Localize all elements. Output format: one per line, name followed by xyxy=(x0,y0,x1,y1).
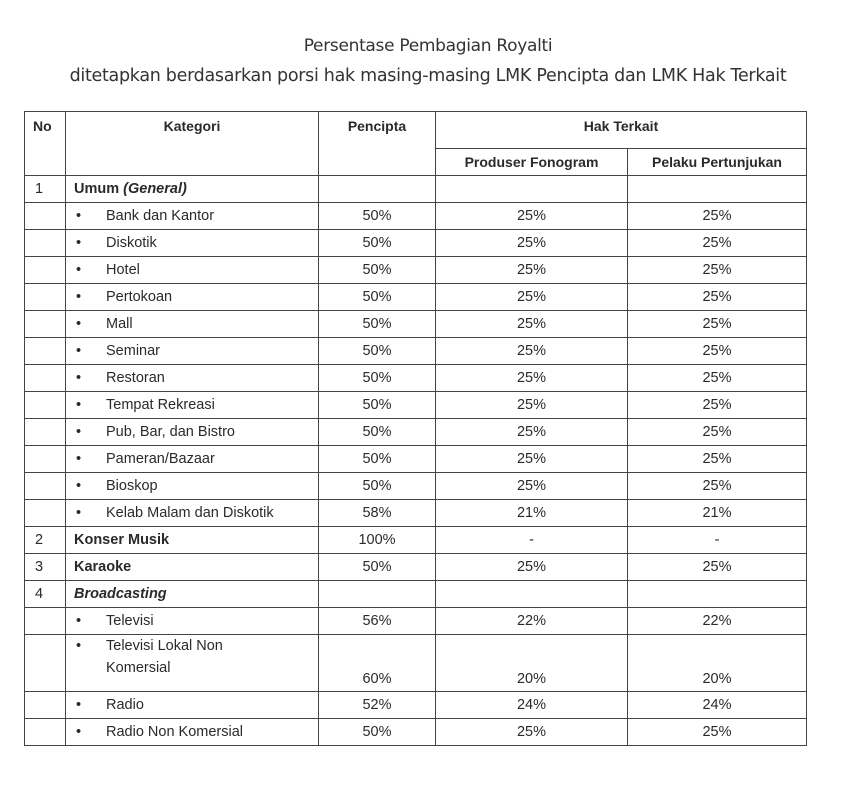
pencipta-value xyxy=(319,176,436,203)
produser-value: 21% xyxy=(436,500,628,527)
bullet-icon: • xyxy=(76,505,82,521)
subcategory-label xyxy=(66,203,319,230)
bullet-icon: • xyxy=(76,289,82,305)
subcategory-label xyxy=(66,392,319,419)
pelaku-value: - xyxy=(628,527,807,554)
pelaku-value: 25% xyxy=(628,257,807,284)
subcategory-row xyxy=(25,473,807,500)
produser-value: 20% xyxy=(436,635,628,692)
category-row xyxy=(25,581,807,608)
produser-value: 25% xyxy=(436,719,628,746)
header-kategori: Kategori xyxy=(66,112,319,176)
pelaku-value: 22% xyxy=(628,608,807,635)
subcategory-label xyxy=(66,284,319,311)
subcategory-name: Kelab Malam dan Diskotik xyxy=(106,505,274,521)
pencipta-value: 100% xyxy=(319,527,436,554)
pelaku-value: 25% xyxy=(628,284,807,311)
pencipta-value: 50% xyxy=(319,284,436,311)
bullet-icon: • xyxy=(76,397,82,413)
pelaku-value: 25% xyxy=(628,446,807,473)
pencipta-value: 50% xyxy=(319,419,436,446)
produser-value: 25% xyxy=(436,446,628,473)
header-pelaku-pertunjukan: Pelaku Pertunjukan xyxy=(628,149,807,176)
produser-value: 25% xyxy=(436,419,628,446)
pencipta-value: 50% xyxy=(319,365,436,392)
pelaku-value: 25% xyxy=(628,419,807,446)
category-name: Konser Musik xyxy=(74,532,170,548)
row-number-empty xyxy=(25,473,66,500)
subcategory-name: Pertokoan xyxy=(106,289,173,305)
row-number-empty xyxy=(25,608,66,635)
pelaku-value: 20% xyxy=(628,635,807,692)
pelaku-value: 25% xyxy=(628,365,807,392)
bullet-icon: • xyxy=(76,316,82,332)
row-number-empty xyxy=(25,203,66,230)
pencipta-value: 50% xyxy=(319,554,436,581)
produser-value: 25% xyxy=(436,257,628,284)
royalty-table xyxy=(24,111,807,746)
subcategory-label xyxy=(66,692,319,719)
pencipta-value: 50% xyxy=(319,338,436,365)
table-body xyxy=(25,176,807,746)
produser-value xyxy=(436,176,628,203)
bullet-icon: • xyxy=(76,424,82,440)
row-number-empty xyxy=(25,338,66,365)
subcategory-label xyxy=(66,257,319,284)
pencipta-value: 50% xyxy=(319,719,436,746)
pencipta-value: 50% xyxy=(319,446,436,473)
category-name-italic: (General) xyxy=(123,181,187,197)
category-name: Broadcasting xyxy=(74,586,167,602)
subcategory-name: Bank dan Kantor xyxy=(106,208,215,224)
produser-value: 25% xyxy=(436,203,628,230)
bullet-icon: • xyxy=(76,697,82,713)
header-no: No xyxy=(25,112,66,176)
subcategory-label xyxy=(66,365,319,392)
category-row xyxy=(25,527,807,554)
produser-value: 25% xyxy=(436,365,628,392)
produser-value: 25% xyxy=(436,284,628,311)
pencipta-value: 50% xyxy=(319,230,436,257)
produser-value: 25% xyxy=(436,230,628,257)
category-name: Umum xyxy=(74,181,120,197)
subcategory-label xyxy=(66,419,319,446)
subcategory-row xyxy=(25,719,807,746)
subcategory-row xyxy=(25,446,807,473)
subcategory-name: Seminar xyxy=(106,343,160,359)
subcategory-label xyxy=(66,473,319,500)
subcategory-row xyxy=(25,257,807,284)
subcategory-label xyxy=(66,446,319,473)
produser-value: 24% xyxy=(436,692,628,719)
subcategory-name: Hotel xyxy=(106,262,140,278)
subcategory-name: Restoran xyxy=(106,370,165,386)
category-name: Karaoke xyxy=(74,559,132,575)
header-pencipta: Pencipta xyxy=(319,112,436,176)
pencipta-value: 50% xyxy=(319,257,436,284)
category-label xyxy=(66,581,319,608)
row-number-empty xyxy=(25,257,66,284)
subcategory-row xyxy=(25,311,807,338)
bullet-icon: • xyxy=(76,208,82,224)
subcategory-name: Pameran/Bazaar xyxy=(106,451,215,467)
category-row xyxy=(25,176,807,203)
pencipta-value: 56% xyxy=(319,608,436,635)
subcategory-row xyxy=(25,500,807,527)
subcategory-row xyxy=(25,230,807,257)
subcategory-row xyxy=(25,203,807,230)
subcategory-name-line2: Komersial xyxy=(106,660,171,676)
bullet-icon: • xyxy=(76,262,82,278)
row-number-empty xyxy=(25,719,66,746)
subcategory-name: Tempat Rekreasi xyxy=(106,397,215,413)
produser-value: 25% xyxy=(436,554,628,581)
pencipta-value xyxy=(319,581,436,608)
pelaku-value: 25% xyxy=(628,230,807,257)
produser-value: 25% xyxy=(436,338,628,365)
pelaku-value: 25% xyxy=(628,338,807,365)
row-number-empty xyxy=(25,365,66,392)
subcategory-row xyxy=(25,635,807,692)
pencipta-value: 52% xyxy=(319,692,436,719)
row-number-empty xyxy=(25,419,66,446)
pencipta-value: 50% xyxy=(319,392,436,419)
produser-value: - xyxy=(436,527,628,554)
pelaku-value: 24% xyxy=(628,692,807,719)
subcategory-label xyxy=(66,608,319,635)
pelaku-value: 21% xyxy=(628,500,807,527)
bullet-icon: • xyxy=(76,235,82,251)
subcategory-row xyxy=(25,608,807,635)
subcategory-label xyxy=(66,500,319,527)
subcategory-label xyxy=(66,311,319,338)
subcategory-row xyxy=(25,338,807,365)
subcategory-label xyxy=(66,719,319,746)
subcategory-label xyxy=(66,635,319,692)
subcategory-name: Bioskop xyxy=(106,478,158,494)
bullet-icon: • xyxy=(76,370,82,386)
row-number-empty xyxy=(25,311,66,338)
header-row xyxy=(25,112,807,149)
subcategory-row xyxy=(25,692,807,719)
subcategory-name: Radio xyxy=(106,697,144,713)
document-title: Persentase Pembagian Royalti xyxy=(303,36,553,56)
category-label xyxy=(66,176,319,203)
produser-value: 25% xyxy=(436,311,628,338)
produser-value: 25% xyxy=(436,473,628,500)
pelaku-value: 25% xyxy=(628,203,807,230)
bullet-icon: • xyxy=(76,478,82,494)
pencipta-value: 50% xyxy=(319,203,436,230)
subcategory-row xyxy=(25,284,807,311)
document-subtitle: ditetapkan berdasarkan porsi hak masing-masing LMK Pencipta dan LMK Hak Terkait xyxy=(69,66,787,86)
header-produser-fonogram: Produser Fonogram xyxy=(436,149,628,176)
produser-value: 25% xyxy=(436,392,628,419)
bullet-icon: • xyxy=(76,343,82,359)
subcategory-name: Diskotik xyxy=(106,235,157,251)
row-number-empty xyxy=(25,284,66,311)
subcategory-row xyxy=(25,419,807,446)
pelaku-value: 25% xyxy=(628,554,807,581)
pencipta-value: 60% xyxy=(319,635,436,692)
bullet-icon: • xyxy=(76,613,82,629)
category-label xyxy=(66,527,319,554)
subcategory-row xyxy=(25,392,807,419)
row-number-empty xyxy=(25,692,66,719)
bullet-icon: • xyxy=(76,638,82,654)
pencipta-value: 58% xyxy=(319,500,436,527)
pelaku-value: 25% xyxy=(628,311,807,338)
row-number-empty xyxy=(25,635,66,692)
subcategory-name: Pub, Bar, dan Bistro xyxy=(106,424,235,440)
pencipta-value: 50% xyxy=(319,311,436,338)
bullet-icon: • xyxy=(76,451,82,467)
row-number: 3 xyxy=(25,554,66,581)
subcategory-name: Televisi Lokal Non xyxy=(106,638,223,654)
pelaku-value xyxy=(628,581,807,608)
bullet-icon: • xyxy=(76,724,82,740)
row-number: 1 xyxy=(25,176,66,203)
category-row xyxy=(25,554,807,581)
header-hak-terkait: Hak Terkait xyxy=(436,112,807,149)
subcategory-label xyxy=(66,230,319,257)
subcategory-name: Mall xyxy=(106,316,133,332)
pencipta-value: 50% xyxy=(319,473,436,500)
subcategory-row xyxy=(25,365,807,392)
subcategory-name: Televisi xyxy=(106,613,154,629)
row-number-empty xyxy=(25,446,66,473)
pelaku-value xyxy=(628,176,807,203)
subcategory-label xyxy=(66,338,319,365)
row-number: 2 xyxy=(25,527,66,554)
produser-value: 22% xyxy=(436,608,628,635)
subcategory-name: Radio Non Komersial xyxy=(106,724,244,740)
produser-value xyxy=(436,581,628,608)
row-number-empty xyxy=(25,230,66,257)
row-number: 4 xyxy=(25,581,66,608)
pelaku-value: 25% xyxy=(628,719,807,746)
category-label xyxy=(66,554,319,581)
row-number-empty xyxy=(25,500,66,527)
row-number-empty xyxy=(25,392,66,419)
pelaku-value: 25% xyxy=(628,473,807,500)
pelaku-value: 25% xyxy=(628,392,807,419)
